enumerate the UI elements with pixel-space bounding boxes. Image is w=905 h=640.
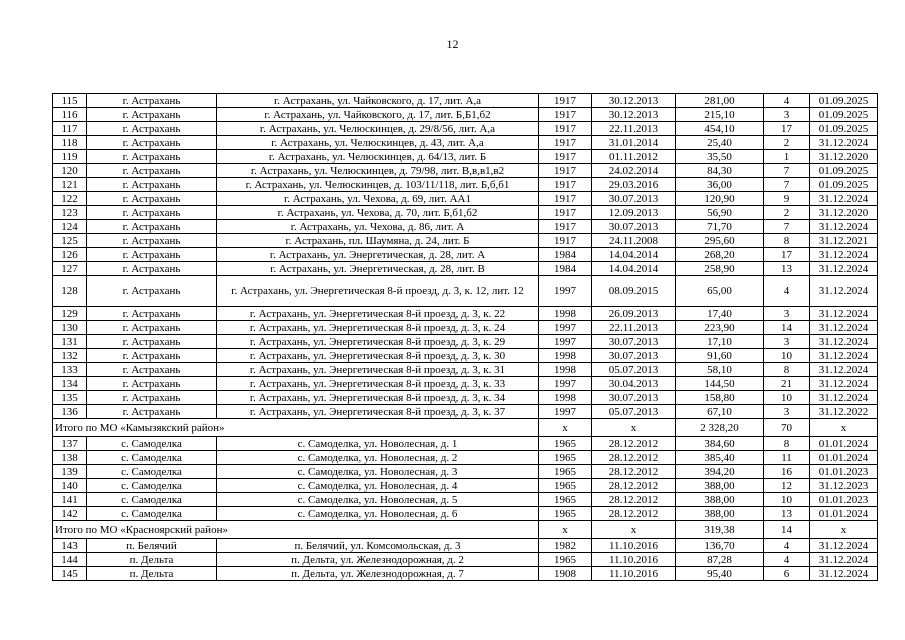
- residents-count-cell: 7: [764, 164, 810, 178]
- locality-cell: с. Самоделка: [87, 451, 217, 465]
- area-cell: 67,10: [676, 405, 764, 419]
- address-cell: г. Астрахань, ул. Энергетическая 8-й проезд, д. 3, к. 33: [217, 377, 539, 391]
- area-cell: 95,40: [676, 567, 764, 581]
- date-cell: 28.12.2012: [592, 451, 676, 465]
- year-cell: 1965: [539, 553, 592, 567]
- year-cell: 1998: [539, 363, 592, 377]
- table-row: [53, 108, 878, 122]
- row-number-cell: 135: [53, 391, 87, 405]
- deadline-cell: 31.12.2024: [810, 539, 878, 553]
- table-row: [53, 234, 878, 248]
- row-number-cell: 138: [53, 451, 87, 465]
- date-cell: 30.04.2013: [592, 377, 676, 391]
- table-row: [53, 391, 878, 405]
- residents-count-cell: 11: [764, 451, 810, 465]
- area-cell: 65,00: [676, 276, 764, 307]
- row-number-cell: 122: [53, 192, 87, 206]
- residents-count-cell: 4: [764, 276, 810, 307]
- locality-cell: г. Астрахань: [87, 94, 217, 108]
- row-number-cell: 126: [53, 248, 87, 262]
- locality-cell: г. Астрахань: [87, 335, 217, 349]
- residents-count-cell: 10: [764, 349, 810, 363]
- address-cell: г. Астрахань, ул. Челюскинцев, д. 43, лит. А,а: [217, 136, 539, 150]
- table-row: [53, 262, 878, 276]
- locality-cell: г. Астрахань: [87, 150, 217, 164]
- date-cell: 11.10.2016: [592, 553, 676, 567]
- deadline-cell: 31.12.2024: [810, 307, 878, 321]
- area-cell: 17,40: [676, 307, 764, 321]
- residents-count-cell: 17: [764, 248, 810, 262]
- page-number: 12: [446, 37, 459, 51]
- table-row: [53, 567, 878, 581]
- total-count-cell: 70: [764, 419, 810, 437]
- deadline-cell: 31.12.2020: [810, 206, 878, 220]
- locality-cell: г. Астрахань: [87, 206, 217, 220]
- address-cell: г. Астрахань, ул. Чехова, д. 69, лит. АА1: [217, 192, 539, 206]
- locality-cell: г. Астрахань: [87, 405, 217, 419]
- residents-count-cell: 7: [764, 178, 810, 192]
- date-cell: 24.11.2008: [592, 234, 676, 248]
- deadline-cell: 31.12.2024: [810, 335, 878, 349]
- deadline-cell: 31.12.2024: [810, 349, 878, 363]
- date-cell: 28.12.2012: [592, 493, 676, 507]
- row-number-cell: 145: [53, 567, 87, 581]
- address-cell: г. Астрахань, ул. Энергетическая, д. 28, лит. А: [217, 248, 539, 262]
- locality-cell: с. Самоделка: [87, 479, 217, 493]
- year-cell: 1917: [539, 178, 592, 192]
- row-number-cell: 132: [53, 349, 87, 363]
- year-cell: 1984: [539, 248, 592, 262]
- date-cell: 24.02.2014: [592, 164, 676, 178]
- deadline-cell: 01.09.2025: [810, 94, 878, 108]
- date-cell: 30.07.2013: [592, 220, 676, 234]
- residents-count-cell: 13: [764, 507, 810, 521]
- table-row: [53, 349, 878, 363]
- total-count-cell: 14: [764, 521, 810, 539]
- area-cell: 215,10: [676, 108, 764, 122]
- year-cell: 1997: [539, 377, 592, 391]
- date-cell: 05.07.2013: [592, 363, 676, 377]
- date-cell: 28.12.2012: [592, 465, 676, 479]
- year-cell: 1997: [539, 276, 592, 307]
- total-deadline-cell: x: [810, 419, 878, 437]
- locality-cell: г. Астрахань: [87, 321, 217, 335]
- area-cell: 87,28: [676, 553, 764, 567]
- deadline-cell: 01.01.2024: [810, 507, 878, 521]
- residents-count-cell: 4: [764, 539, 810, 553]
- date-cell: 29.03.2016: [592, 178, 676, 192]
- area-cell: 454,10: [676, 122, 764, 136]
- table-row: [53, 164, 878, 178]
- area-cell: 223,90: [676, 321, 764, 335]
- address-cell: г. Астрахань, ул. Энергетическая 8-й проезд, д. 3, к. 34: [217, 391, 539, 405]
- locality-cell: г. Астрахань: [87, 307, 217, 321]
- year-cell: 1917: [539, 220, 592, 234]
- locality-cell: г. Астрахань: [87, 363, 217, 377]
- deadline-cell: 31.12.2024: [810, 391, 878, 405]
- deadline-cell: 31.12.2024: [810, 220, 878, 234]
- locality-cell: г. Астрахань: [87, 248, 217, 262]
- deadline-cell: 31.12.2024: [810, 553, 878, 567]
- address-cell: с. Самоделка, ул. Новолесная, д. 1: [217, 437, 539, 451]
- row-number-cell: 141: [53, 493, 87, 507]
- area-cell: 388,00: [676, 493, 764, 507]
- address-cell: с. Самоделка, ул. Новолесная, д. 5: [217, 493, 539, 507]
- table-row: [53, 465, 878, 479]
- deadline-cell: 31.12.2024: [810, 192, 878, 206]
- date-cell: 11.10.2016: [592, 539, 676, 553]
- area-cell: 36,00: [676, 178, 764, 192]
- area-cell: 120,90: [676, 192, 764, 206]
- residents-count-cell: 3: [764, 108, 810, 122]
- locality-cell: г. Астрахань: [87, 192, 217, 206]
- area-cell: 91,60: [676, 349, 764, 363]
- area-cell: 136,70: [676, 539, 764, 553]
- row-number-cell: 143: [53, 539, 87, 553]
- table-row: [53, 363, 878, 377]
- row-number-cell: 118: [53, 136, 87, 150]
- area-cell: 258,90: [676, 262, 764, 276]
- residents-count-cell: 2: [764, 206, 810, 220]
- deadline-cell: 01.09.2025: [810, 178, 878, 192]
- row-number-cell: 125: [53, 234, 87, 248]
- residents-count-cell: 10: [764, 391, 810, 405]
- deadline-cell: 31.12.2023: [810, 479, 878, 493]
- row-number-cell: 140: [53, 479, 87, 493]
- total-deadline-cell: x: [810, 521, 878, 539]
- row-number-cell: 124: [53, 220, 87, 234]
- total-row: [53, 419, 878, 437]
- table-row: [53, 507, 878, 521]
- locality-cell: г. Астрахань: [87, 108, 217, 122]
- table-row: [53, 553, 878, 567]
- residents-count-cell: 10: [764, 493, 810, 507]
- date-cell: 30.07.2013: [592, 192, 676, 206]
- year-cell: 1917: [539, 192, 592, 206]
- table-row: [53, 493, 878, 507]
- deadline-cell: 31.12.2024: [810, 567, 878, 581]
- year-cell: 1917: [539, 122, 592, 136]
- date-cell: 14.04.2014: [592, 248, 676, 262]
- row-number-cell: 117: [53, 122, 87, 136]
- area-cell: 158,80: [676, 391, 764, 405]
- table-row: [53, 220, 878, 234]
- year-cell: 1997: [539, 321, 592, 335]
- deadline-cell: 01.01.2024: [810, 451, 878, 465]
- date-cell: 28.12.2012: [592, 437, 676, 451]
- row-number-cell: 142: [53, 507, 87, 521]
- address-cell: г. Астрахань, ул. Челюскинцев, д. 103/11/118, лит. Б,б,б1: [217, 178, 539, 192]
- locality-cell: г. Астрахань: [87, 234, 217, 248]
- residents-count-cell: 7: [764, 220, 810, 234]
- deadline-cell: 01.01.2023: [810, 465, 878, 479]
- deadline-cell: 01.09.2025: [810, 108, 878, 122]
- year-cell: 1965: [539, 437, 592, 451]
- locality-cell: г. Астрахань: [87, 377, 217, 391]
- year-cell: 1982: [539, 539, 592, 553]
- locality-cell: г. Астрахань: [87, 122, 217, 136]
- year-cell: 1965: [539, 507, 592, 521]
- row-number-cell: 121: [53, 178, 87, 192]
- address-cell: с. Самоделка, ул. Новолесная, д. 2: [217, 451, 539, 465]
- locality-cell: г. Астрахань: [87, 220, 217, 234]
- date-cell: 30.07.2013: [592, 335, 676, 349]
- deadline-cell: 31.12.2024: [810, 363, 878, 377]
- deadline-cell: 31.12.2024: [810, 276, 878, 307]
- residents-count-cell: 2: [764, 136, 810, 150]
- row-number-cell: 115: [53, 94, 87, 108]
- row-number-cell: 129: [53, 307, 87, 321]
- area-cell: 35,50: [676, 150, 764, 164]
- deadline-cell: 31.12.2021: [810, 234, 878, 248]
- row-number-cell: 127: [53, 262, 87, 276]
- year-cell: 1917: [539, 108, 592, 122]
- locality-cell: п. Дельта: [87, 553, 217, 567]
- date-cell: 30.07.2013: [592, 349, 676, 363]
- total-date-cell: x: [592, 521, 676, 539]
- area-cell: 84,30: [676, 164, 764, 178]
- address-cell: г. Астрахань, ул. Чайковского, д. 17, лит. А,а: [217, 94, 539, 108]
- residents-count-cell: 8: [764, 234, 810, 248]
- area-cell: 71,70: [676, 220, 764, 234]
- address-cell: г. Астрахань, ул. Энергетическая 8-й проезд, д. 3, к. 30: [217, 349, 539, 363]
- residents-count-cell: 3: [764, 307, 810, 321]
- table-row: [53, 94, 878, 108]
- residents-count-cell: 16: [764, 465, 810, 479]
- date-cell: 11.10.2016: [592, 567, 676, 581]
- deadline-cell: 31.12.2024: [810, 262, 878, 276]
- address-cell: г. Астрахань, ул. Челюскинцев, д. 64/13, лит. Б: [217, 150, 539, 164]
- address-cell: п. Дельта, ул. Железнодорожная, д. 2: [217, 553, 539, 567]
- locality-cell: г. Астрахань: [87, 276, 217, 307]
- area-cell: 394,20: [676, 465, 764, 479]
- table-row: [53, 178, 878, 192]
- residents-count-cell: 14: [764, 321, 810, 335]
- residents-count-cell: 4: [764, 553, 810, 567]
- total-label: Итого по МО «Красноярский район»: [53, 521, 539, 539]
- address-cell: г. Астрахань, ул. Чехова, д. 86, лит. А: [217, 220, 539, 234]
- date-cell: 12.09.2013: [592, 206, 676, 220]
- year-cell: 1917: [539, 164, 592, 178]
- date-cell: 28.12.2012: [592, 507, 676, 521]
- deadline-cell: 31.12.2024: [810, 136, 878, 150]
- residents-count-cell: 3: [764, 335, 810, 349]
- table-row: [53, 307, 878, 321]
- date-cell: 26.09.2013: [592, 307, 676, 321]
- locality-cell: г. Астрахань: [87, 178, 217, 192]
- address-cell: с. Самоделка, ул. Новолесная, д. 6: [217, 507, 539, 521]
- deadline-cell: 01.01.2023: [810, 493, 878, 507]
- residents-count-cell: 8: [764, 363, 810, 377]
- row-number-cell: 137: [53, 437, 87, 451]
- residents-count-cell: 6: [764, 567, 810, 581]
- deadline-cell: 31.12.2024: [810, 321, 878, 335]
- address-cell: г. Астрахань, ул. Челюскинцев, д. 79/98, лит. В,в,в1,в2: [217, 164, 539, 178]
- area-cell: 56,90: [676, 206, 764, 220]
- row-number-cell: 128: [53, 276, 87, 307]
- row-number-cell: 119: [53, 150, 87, 164]
- address-cell: г. Астрахань, ул. Челюскинцев, д. 29/8/56, лит. А,а: [217, 122, 539, 136]
- year-cell: 1998: [539, 349, 592, 363]
- address-cell: г. Астрахань, ул. Энергетическая 8-й проезд, д. 3, к. 22: [217, 307, 539, 321]
- table-row: [53, 335, 878, 349]
- locality-cell: п. Дельта: [87, 567, 217, 581]
- table-row: [53, 377, 878, 391]
- locality-cell: с. Самоделка: [87, 493, 217, 507]
- year-cell: 1917: [539, 150, 592, 164]
- row-number-cell: 120: [53, 164, 87, 178]
- row-number-cell: 116: [53, 108, 87, 122]
- address-cell: п. Дельта, ул. Железнодорожная, д. 7: [217, 567, 539, 581]
- year-cell: 1917: [539, 136, 592, 150]
- table-row: [53, 192, 878, 206]
- row-number-cell: 139: [53, 465, 87, 479]
- row-number-cell: 130: [53, 321, 87, 335]
- residents-count-cell: 12: [764, 479, 810, 493]
- row-number-cell: 136: [53, 405, 87, 419]
- table-row: [53, 451, 878, 465]
- total-area-cell: 319,38: [676, 521, 764, 539]
- address-cell: г. Астрахань, ул. Энергетическая 8-й проезд, д. 3, к. 24: [217, 321, 539, 335]
- residents-count-cell: 1: [764, 150, 810, 164]
- date-cell: 22.11.2013: [592, 321, 676, 335]
- deadline-cell: 31.12.2024: [810, 377, 878, 391]
- area-cell: 384,60: [676, 437, 764, 451]
- table-row: [53, 437, 878, 451]
- address-cell: г. Астрахань, ул. Энергетическая 8-й проезд, д. 3, к. 12, лит. 12: [217, 276, 539, 307]
- address-cell: г. Астрахань, ул. Чехова, д. 70, лит. Б,б1,б2: [217, 206, 539, 220]
- deadline-cell: 31.12.2022: [810, 405, 878, 419]
- year-cell: 1984: [539, 262, 592, 276]
- area-cell: 388,00: [676, 479, 764, 493]
- table-row: [53, 136, 878, 150]
- year-cell: 1965: [539, 465, 592, 479]
- total-year-cell: x: [539, 419, 592, 437]
- year-cell: 1965: [539, 479, 592, 493]
- address-cell: г. Астрахань, ул. Энергетическая 8-й проезд, д. 3, к. 31: [217, 363, 539, 377]
- address-cell: г. Астрахань, ул. Чайковского, д. 17, лит. Б,Б1,б2: [217, 108, 539, 122]
- year-cell: 1917: [539, 206, 592, 220]
- address-cell: с. Самоделка, ул. Новолесная, д. 3: [217, 465, 539, 479]
- table-row: [53, 206, 878, 220]
- table-row: [53, 405, 878, 419]
- total-row: [53, 521, 878, 539]
- deadline-cell: 01.01.2024: [810, 437, 878, 451]
- locality-cell: г. Астрахань: [87, 262, 217, 276]
- year-cell: 1917: [539, 94, 592, 108]
- year-cell: 1965: [539, 493, 592, 507]
- row-number-cell: 134: [53, 377, 87, 391]
- locality-cell: г. Астрахань: [87, 349, 217, 363]
- table-row: [53, 122, 878, 136]
- area-cell: 58,10: [676, 363, 764, 377]
- table-row: [53, 276, 878, 307]
- area-cell: 17,10: [676, 335, 764, 349]
- housing-registry-table: [52, 93, 878, 581]
- locality-cell: с. Самоделка: [87, 437, 217, 451]
- address-cell: г. Астрахань, ул. Энергетическая, д. 28, лит. В: [217, 262, 539, 276]
- row-number-cell: 133: [53, 363, 87, 377]
- residents-count-cell: 13: [764, 262, 810, 276]
- deadline-cell: 01.09.2025: [810, 122, 878, 136]
- area-cell: 281,00: [676, 94, 764, 108]
- date-cell: 30.07.2013: [592, 391, 676, 405]
- row-number-cell: 144: [53, 553, 87, 567]
- year-cell: 1917: [539, 234, 592, 248]
- date-cell: 30.12.2013: [592, 108, 676, 122]
- date-cell: 28.12.2012: [592, 479, 676, 493]
- residents-count-cell: 3: [764, 405, 810, 419]
- registry-body: [53, 94, 878, 581]
- area-cell: 144,50: [676, 377, 764, 391]
- deadline-cell: 01.09.2025: [810, 164, 878, 178]
- residents-count-cell: 21: [764, 377, 810, 391]
- locality-cell: г. Астрахань: [87, 164, 217, 178]
- area-cell: 295,60: [676, 234, 764, 248]
- address-cell: г. Астрахань, ул. Энергетическая 8-й проезд, д. 3, к. 29: [217, 335, 539, 349]
- area-cell: 25,40: [676, 136, 764, 150]
- address-cell: п. Белячий, ул. Комсомольская, д. 3: [217, 539, 539, 553]
- date-cell: 30.12.2013: [592, 94, 676, 108]
- total-date-cell: x: [592, 419, 676, 437]
- year-cell: 1998: [539, 391, 592, 405]
- year-cell: 1908: [539, 567, 592, 581]
- address-cell: с. Самоделка, ул. Новолесная, д. 4: [217, 479, 539, 493]
- year-cell: 1998: [539, 307, 592, 321]
- row-number-cell: 131: [53, 335, 87, 349]
- address-cell: г. Астрахань, ул. Энергетическая 8-й проезд, д. 3, к. 37: [217, 405, 539, 419]
- area-cell: 388,00: [676, 507, 764, 521]
- table-row: [53, 479, 878, 493]
- year-cell: 1965: [539, 451, 592, 465]
- residents-count-cell: 17: [764, 122, 810, 136]
- table-row: [53, 321, 878, 335]
- area-cell: 268,20: [676, 248, 764, 262]
- date-cell: 22.11.2013: [592, 122, 676, 136]
- table-row: [53, 248, 878, 262]
- table-row: [53, 539, 878, 553]
- deadline-cell: 31.12.2024: [810, 248, 878, 262]
- locality-cell: с. Самоделка: [87, 507, 217, 521]
- date-cell: 14.04.2014: [592, 262, 676, 276]
- residents-count-cell: 4: [764, 94, 810, 108]
- address-cell: г. Астрахань, пл. Шаумяна, д. 24, лит. Б: [217, 234, 539, 248]
- date-cell: 05.07.2013: [592, 405, 676, 419]
- residents-count-cell: 8: [764, 437, 810, 451]
- date-cell: 31.01.2014: [592, 136, 676, 150]
- row-number-cell: 123: [53, 206, 87, 220]
- locality-cell: г. Астрахань: [87, 136, 217, 150]
- locality-cell: г. Астрахань: [87, 391, 217, 405]
- residents-count-cell: 9: [764, 192, 810, 206]
- total-year-cell: x: [539, 521, 592, 539]
- year-cell: 1997: [539, 335, 592, 349]
- year-cell: 1997: [539, 405, 592, 419]
- locality-cell: п. Белячий: [87, 539, 217, 553]
- area-cell: 385,40: [676, 451, 764, 465]
- date-cell: 08.09.2015: [592, 276, 676, 307]
- date-cell: 01.11.2012: [592, 150, 676, 164]
- deadline-cell: 31.12.2020: [810, 150, 878, 164]
- total-label: Итого по МО «Камызякский район»: [53, 419, 539, 437]
- total-area-cell: 2 328,20: [676, 419, 764, 437]
- locality-cell: с. Самоделка: [87, 465, 217, 479]
- table-row: [53, 150, 878, 164]
